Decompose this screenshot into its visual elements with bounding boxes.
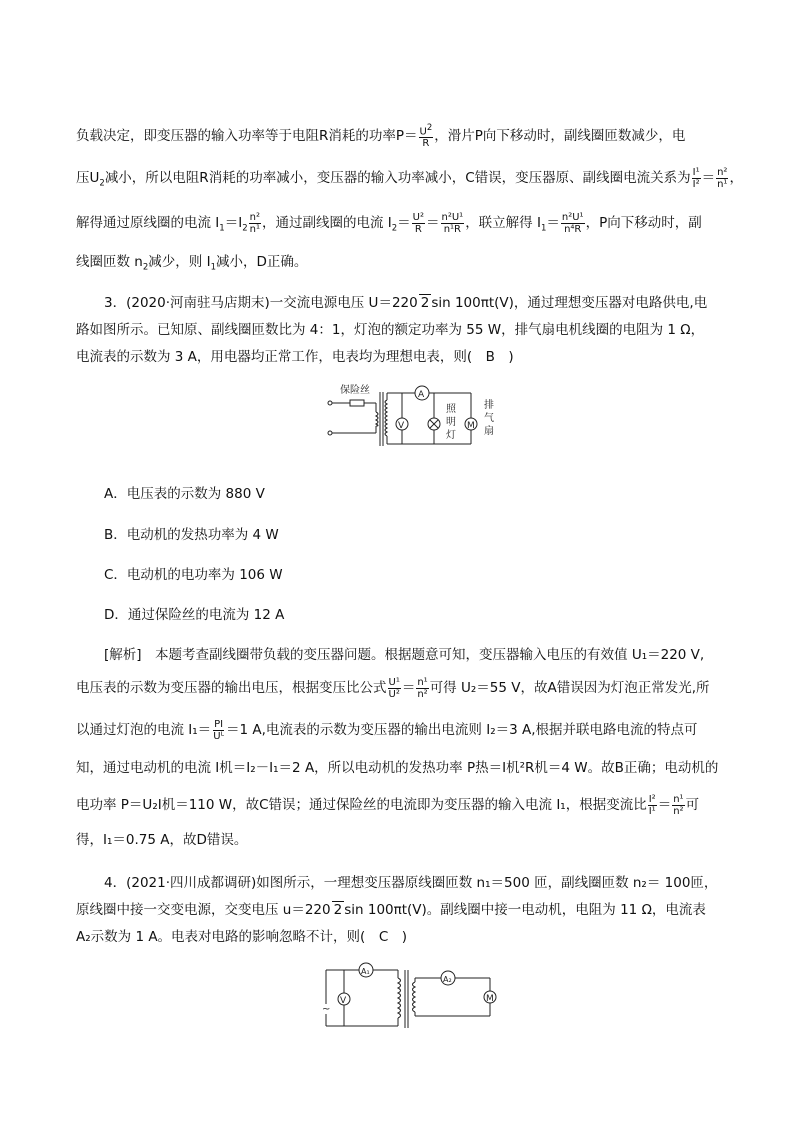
option-d: D．通过保险丝的电流为 12 A <box>104 607 285 623</box>
lamp-label-2: 明 <box>446 417 456 428</box>
fraction: $\frac{\text{U¹}}{\text{U²}}$ <box>388 676 400 700</box>
voltmeter-label: V <box>340 996 347 1006</box>
fraction: $\frac{\text{n²U¹}}{\text{n¹R}}$ <box>441 211 464 235</box>
intro-line-4: 线圈匝数 $n_2$减少，则 $I_1$减小，D正确。 <box>76 254 308 273</box>
fraction: $\frac{\text{n²}}{\text{n¹}}$ <box>249 211 260 235</box>
option-b: B．电动机的发热功率为 4 W <box>104 527 279 543</box>
ac-source-label: ~ <box>322 1004 331 1015</box>
ammeter-label: A <box>418 390 425 400</box>
lamp-label-1: 照 <box>446 404 456 415</box>
fraction: $\frac{\text{I¹}}{\text{I²}}$ <box>692 166 700 190</box>
fraction: $\frac{\text{U²}}{R}$ <box>412 211 424 235</box>
intro-line-3: 解得通过原线圈的电流 $I_1=I_2$ $\frac{\text{n²}}{\text{n¹}}$ ，通过副线圈的电流 $I_2=$ $\frac{\text{U²}}{R}$ ＝ $\frac{\text{n²U¹}}{\text{n¹R}}$ ，联立解得 $I_1=$ $\frac{\text{n²U¹}}{\text{n⁴R}}$ ，P向下移动时，副 <box>76 211 702 235</box>
motor-label: M <box>486 994 494 1004</box>
analysis-line-3: 以通过灯泡的电流 I₁＝ $\frac{PI}{\text{Uᴸ}}$ ＝1 A,电流表的示数为变压器的输出电流则 I₂＝3 A,根据并联电路电流的特点可 <box>76 718 698 742</box>
q3-line-3: 电流表的示数为 3 A，用电器均正常工作，电表均为理想电表，则( B ) <box>76 349 514 365</box>
q3-line-1: 3．(2020·河南驻马店期末)一交流电源电压 U＝220 2 sin 100πt(V)，通过理想变压器对电路供电,电 <box>104 295 708 311</box>
fuse-label: 保险丝 <box>340 385 370 396</box>
analysis-line-6: 得，I₁＝0.75 A，故D错误。 <box>76 832 248 848</box>
analysis-line-4: 知，通过电动机的电流 I机＝I₂－I₁＝2 A，所以电动机的发热功率 P热＝I机²R机＝4 W。故B正确；电动机的 <box>76 760 719 776</box>
motor-label: M <box>467 421 475 431</box>
fraction: $\frac{\text{n²}}{\text{n¹}}$ <box>717 166 728 190</box>
fraction: $\frac{U^2}{R}$ <box>419 123 433 150</box>
q4-line-3: A₂示数为 1 A。电表对电路的影响忽略不计，则( C ) <box>76 929 408 945</box>
intro-line-1: 负载决定，即变压器的输入功率等于电阻R消耗的功率P＝ $\frac{U^2}{R}$ ，滑片P向下移动时，副线圈匝数减少，电 <box>76 123 686 150</box>
q4-circuit-diagram <box>318 960 518 1038</box>
option-c: C．电动机的电功率为 106 W <box>104 567 283 583</box>
ammeter-a1-label: A₁ <box>361 967 370 976</box>
fan-label-1: 排 <box>484 400 494 411</box>
fraction: $\frac{\text{n¹}}{\text{n²}}$ <box>417 676 428 700</box>
fraction: $\frac{\text{n²U¹}}{\text{n⁴R}}$ <box>561 211 584 235</box>
fraction: $\frac{PI}{\text{Uᴸ}}$ <box>213 718 225 742</box>
fan-label-3: 扇 <box>484 426 494 437</box>
fraction: $\frac{\text{I²}}{\text{I¹}}$ <box>648 793 656 817</box>
voltmeter-label: V <box>398 421 405 431</box>
q4-line-1: 4．(2021·四川成都调研)如图所示，一理想变压器原线圈匝数 n₁＝500 匝，副线圈匝数 n₂＝ 100匝， <box>104 875 718 891</box>
analysis-line-1: [解析] 本题考查副线圈带负载的变压器问题。根据题意可知，变压器输入电压的有效值 U₁＝220 V, <box>104 647 705 663</box>
fraction: $\frac{\text{n¹}}{\text{n²}}$ <box>673 793 684 817</box>
lamp-label-3: 灯 <box>446 430 456 441</box>
fan-label-2: 气 <box>484 413 494 424</box>
q4-line-2: 原线圈中接一交变电源，交变电压 u＝220 2 sin 100πt(V)。副线圈中接一电动机，电阻为 11 Ω，电流表 <box>76 902 706 918</box>
q3-circuit-diagram <box>326 378 526 458</box>
q3-line-2: 路如图所示。已知原、副线圈匝数比为 4：1，灯泡的额定功率为 55 W，排气扇电机线圈的电阻为 1 Ω， <box>76 322 705 338</box>
analysis-line-5: 电功率 P＝U₂I机＝110 W，故C错误；通过保险丝的电流即为变压器的输入电流 I₁，根据变流比 $\frac{\text{I²}}{\text{I¹}}$ ＝ $\frac{\text{n¹}}{\text{n²}}$ 可 <box>76 793 700 817</box>
ammeter-a2-label: A₂ <box>443 975 452 984</box>
intro-line-2: 压$U_2$减小，所以电阻R消耗的功率减小，变压器的输入功率减小，C错误，变压器原、副线圈电流关系为 $\frac{\text{I¹}}{\text{I²}}$ ＝ $\frac{\text{n²}}{\text{n¹}}$ ， <box>76 166 743 190</box>
option-a: A．电压表的示数为 880 V <box>104 486 265 502</box>
analysis-line-2: 电压表的示数为变压器的输出电压，根据变压比公式 $\frac{\text{U¹}}{\text{U²}}$ ＝ $\frac{\text{n¹}}{\text{n²}}$ 可得 U₂＝55 V，故A错误因为灯泡正常发光,所 <box>76 676 710 700</box>
